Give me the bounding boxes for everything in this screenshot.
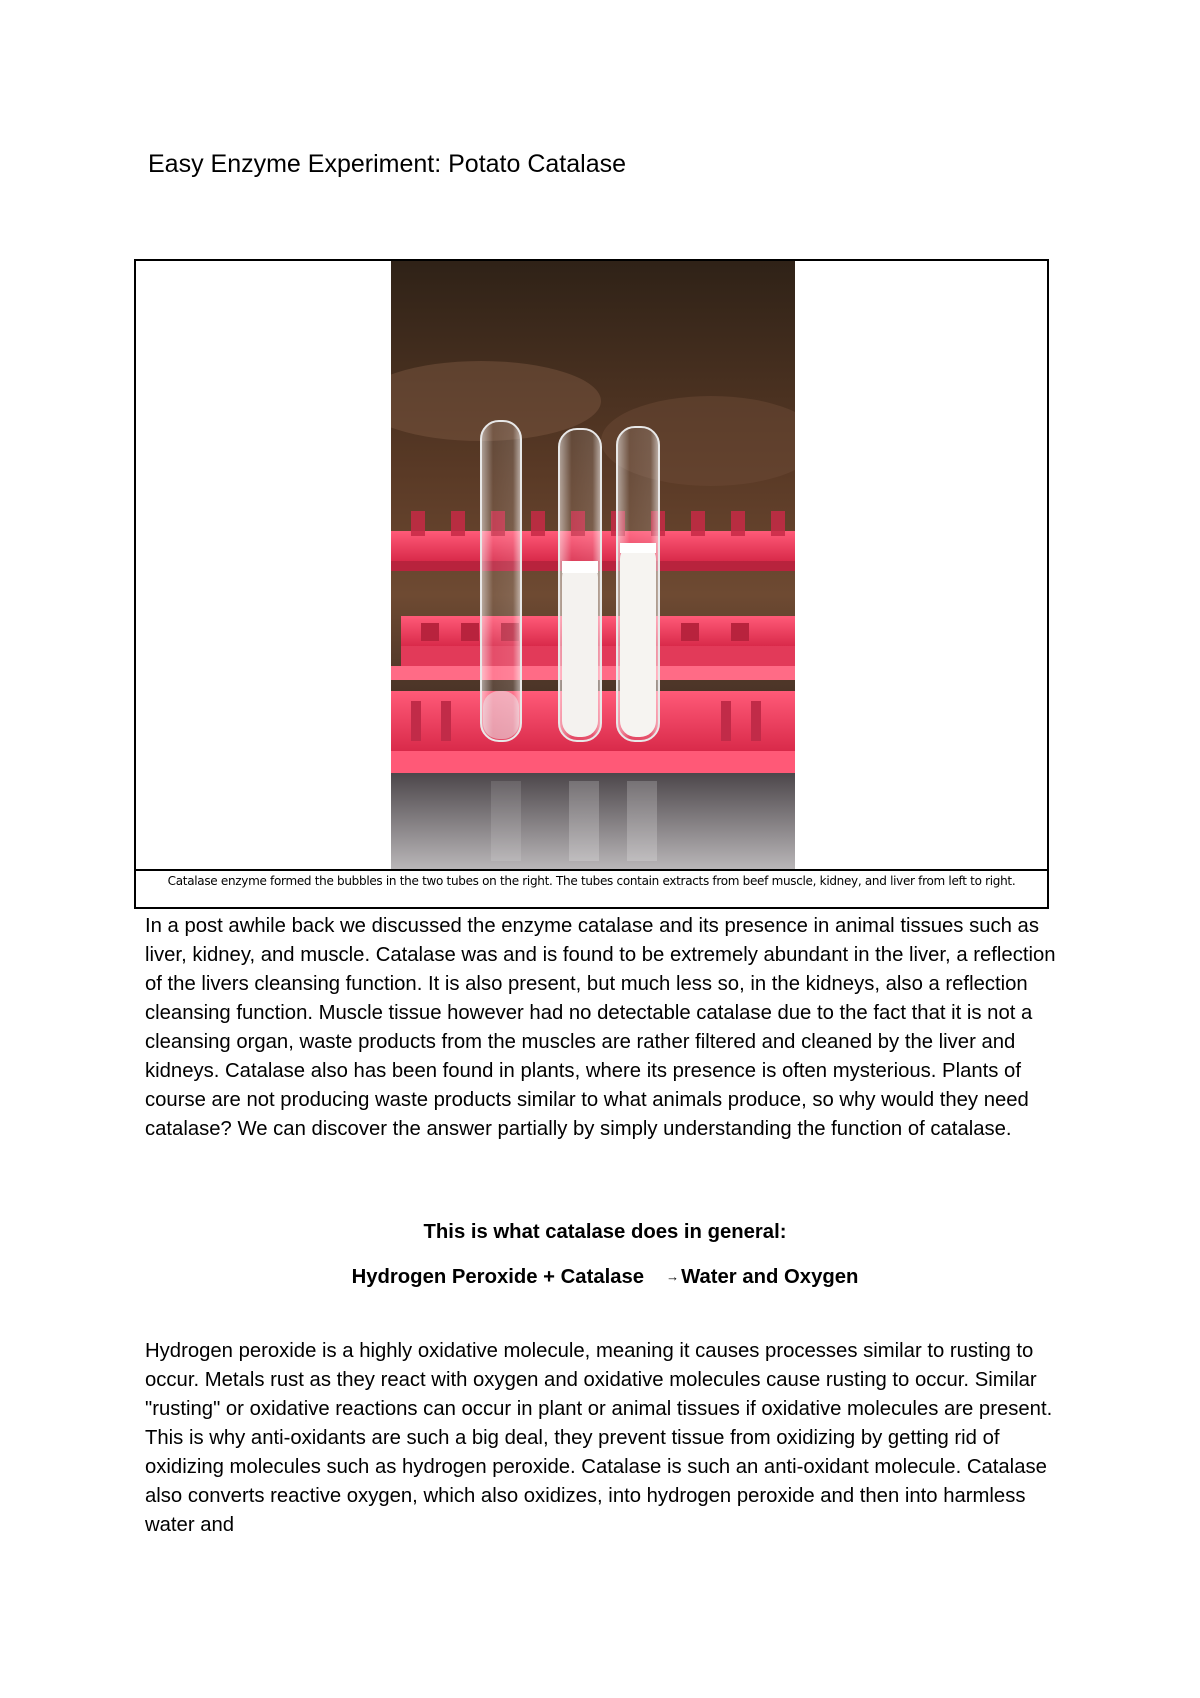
equation-reactants: Hydrogen Peroxide + Catalase xyxy=(351,1266,645,1288)
paragraph-hydrogen-peroxide: Hydrogen peroxide is a highly oxidative molecule, meaning it causes processes similar to rusting to occur. Metals rust as they react with oxygen and oxidative molecules cause rusting to occur. Similar "rusting" or oxidative reactions can occur in plant or animal tissues if oxidative molecules are present. This is why anti-oxidants are such a big deal, they prevent tissue from oxidizing by getting rid of oxidizing molecules such as hydrogen peroxide. Catalase is such an anti-oxidant molecule. Catalase also converts reactive oxygen, which also oxidizes, into hydrogen peroxide and then into harmless water and xyxy=(145,1340,1053,1536)
reaction-equation xyxy=(145,1262,1065,1292)
test-tubes-photo xyxy=(391,261,795,869)
figure-caption: Catalase enzyme formed the bubbles in the two tubes on the right. The tubes contain extracts from beef muscle, kidney, and liver from left to right. xyxy=(136,869,1047,907)
equation-products: Water and Oxygen xyxy=(681,1266,859,1288)
page-title: Easy Enzyme Experiment: Potato Catalase xyxy=(148,150,627,178)
test-tubes-illustration xyxy=(391,261,795,869)
figure-table xyxy=(134,259,1049,909)
paragraph-intro: In a post awhile back we discussed the enzyme catalase and its presence in animal tissues such as liver, kidney, and muscle. Catalase was and is found to be extremely abundant in the liver, a reflection of the livers cleansing function. It is also present, but much less so, in the kidneys, also a reflection cleansing function. Muscle tissue however had no detectable catalase due to the fact that it is not a cleansing organ, waste products from the muscles are rather filtered and cleaned by the liver and kidneys. Catalase also has been found in plants, where its presence is often mysterious. Plants of course are not producing waste products similar to what animals produce, so why would they need catalase? We can discover the answer partially by simply understanding the function of catalase. xyxy=(145,915,1056,1140)
heading-catalase-general: This is what catalase does in general: xyxy=(423,1221,787,1243)
arrow-icon: → xyxy=(666,1269,680,1284)
